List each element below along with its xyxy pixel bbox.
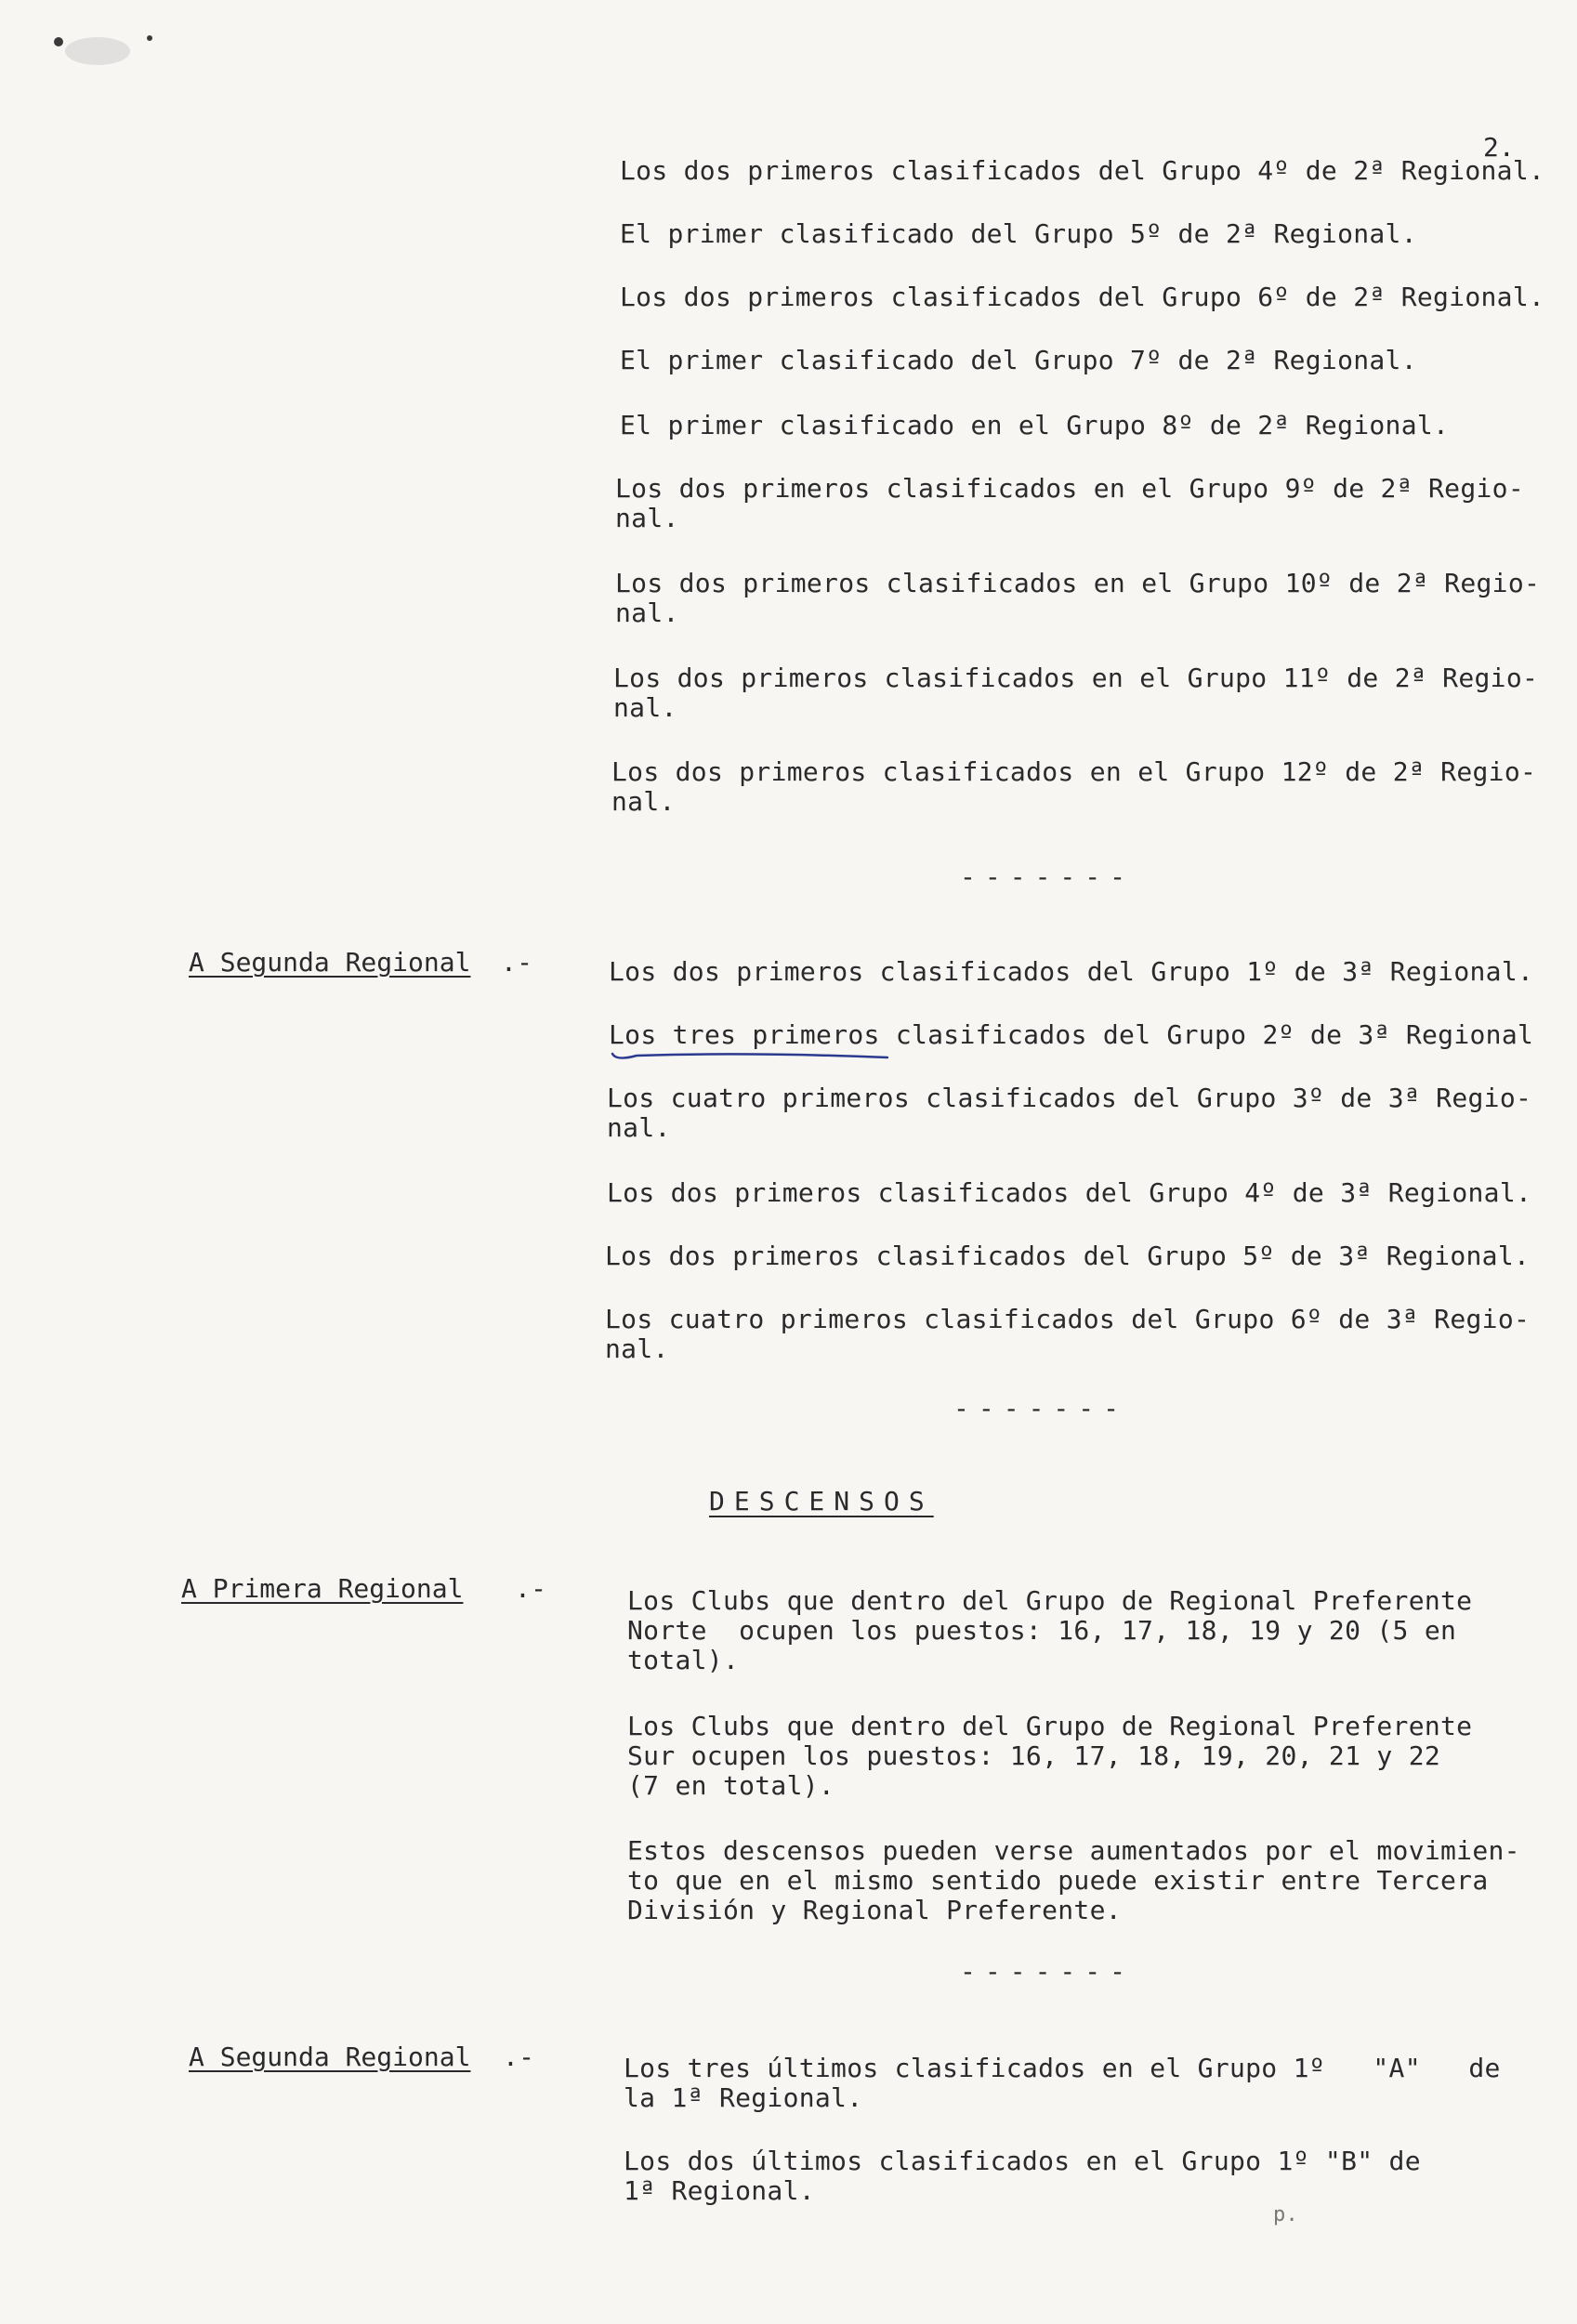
promotion-line: nal. — [605, 1333, 669, 1364]
promotion-line: nal. — [607, 1112, 671, 1143]
promotion-line: nal. — [615, 503, 679, 533]
promotion-line: nal. — [615, 597, 679, 628]
heading-mark: .- — [501, 947, 533, 978]
promotion-line: Los cuatro primeros clasificados del Grupo 3º de 3ª Regio- — [607, 1083, 1532, 1113]
relegation-line: to que en el mismo sentido puede existir entre Tercera — [627, 1865, 1489, 1896]
pen-underline-mark — [609, 1046, 897, 1067]
promotion-line: Los cuatro primeros clasificados del Grupo 6º de 3ª Regio- — [605, 1304, 1531, 1334]
section-separator: ------- — [960, 1956, 1136, 1987]
section-separator: ------- — [960, 861, 1136, 892]
promotion-line: El primer clasificado del Grupo 5º de 2ª Regional. — [620, 218, 1417, 249]
relegation-line: Estos descensos pueden verse aumentados por el movimien- — [627, 1835, 1520, 1866]
section-separator: ------- — [953, 1393, 1129, 1424]
promotion-line: Los dos primeros clasificados del Grupo 6º de 2ª Regional. — [620, 282, 1545, 312]
promotion-line: Los tres primeros clasificados del Grupo 2º de 3ª Regional — [609, 1019, 1534, 1050]
promotion-line: Los dos primeros clasificados del Grupo 4º de 2ª Regional. — [620, 155, 1545, 186]
promotion-line: El primer clasificado del Grupo 7º de 2ª Regional. — [620, 345, 1417, 375]
relegation-line: Los tres últimos clasificados en el Grupo 1º "A" de — [624, 2053, 1501, 2083]
section-heading-primera-regional: A Primera Regional — [181, 1573, 464, 1604]
heading-mark: .- — [515, 1573, 547, 1604]
promotion-line: Los dos primeros clasificados del Grupo 1º de 3ª Regional. — [609, 956, 1534, 987]
relegation-line: Los dos últimos clasificados en el Grupo 1º "B" de — [624, 2146, 1421, 2176]
section-heading-segunda-regional: A Segunda Regional — [189, 947, 471, 978]
promotion-line: Los dos primeros clasificados en el Grupo 12º de 2ª Regio- — [611, 756, 1537, 787]
heading-mark: .- — [503, 2042, 535, 2072]
promotion-line: El primer clasificado en el Grupo 8º de 2ª Regional. — [620, 410, 1450, 440]
section-title-descensos: DESCENSOS — [709, 1486, 934, 1517]
section-heading-segunda-regional: A Segunda Regional — [189, 2042, 471, 2072]
relegation-line: Los Clubs que dentro del Grupo de Regional Preferente — [627, 1711, 1473, 1741]
relegation-line: la 1ª Regional. — [624, 2082, 863, 2113]
promotion-line: Los dos primeros clasificados del Grupo 5º de 3ª Regional. — [605, 1241, 1531, 1271]
relegation-line: total). — [627, 1645, 740, 1675]
punch-hole-mark — [54, 37, 63, 46]
relegation-line: Los Clubs que dentro del Grupo de Regional Preferente — [627, 1585, 1473, 1616]
promotion-line: Los dos primeros clasificados del Grupo 4º de 3ª Regional. — [607, 1177, 1532, 1208]
relegation-line: 1ª Regional. — [624, 2175, 815, 2206]
continuation-mark: p. — [1273, 2203, 1299, 2226]
promotion-line: nal. — [613, 692, 677, 723]
promotion-line: nal. — [611, 786, 676, 817]
punch-hole-mark — [147, 35, 152, 41]
promotion-line: Los dos primeros clasificados en el Grupo 11º de 2ª Regio- — [613, 663, 1539, 693]
promotion-line: Los dos primeros clasificados en el Grupo 10º de 2ª Regio- — [615, 568, 1541, 598]
relegation-line: Norte ocupen los puestos: 16, 17, 18, 19 y 20 (5 en — [627, 1615, 1457, 1646]
promotion-line: Los dos primeros clasificados en el Grupo 9º de 2ª Regio- — [615, 473, 1524, 504]
relegation-line: División y Regional Preferente. — [627, 1895, 1122, 1925]
relegation-line: Sur ocupen los puestos: 16, 17, 18, 19, 20, 21 y 22 — [627, 1740, 1441, 1771]
page-number: 2. — [1483, 132, 1515, 163]
relegation-line: (7 en total). — [627, 1770, 835, 1801]
paper-smudge — [65, 37, 130, 65]
